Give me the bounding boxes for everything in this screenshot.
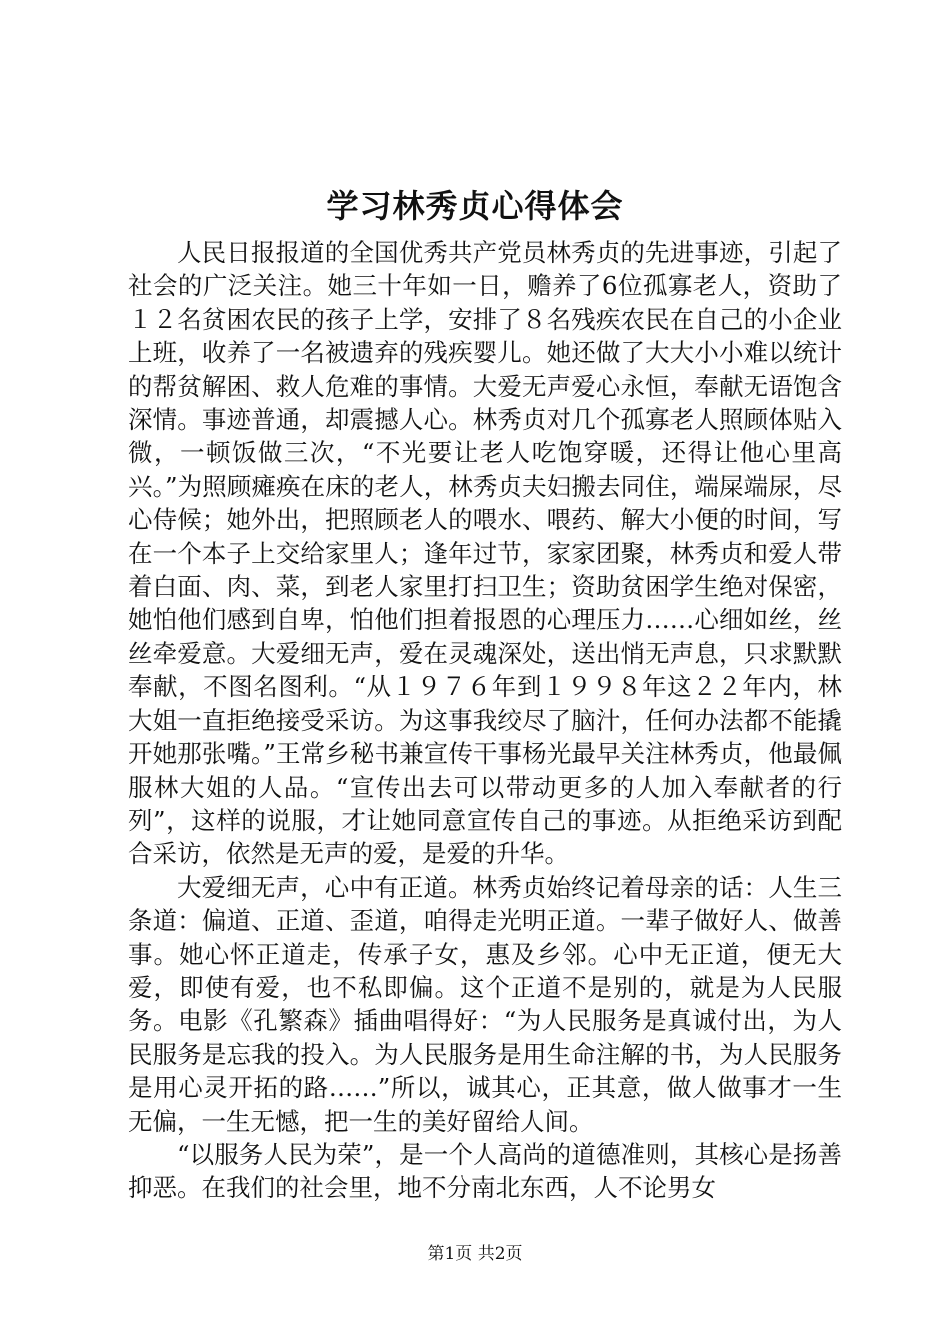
document-body [128,236,842,1205]
paragraph-1: 人民日报报道的全国优秀共产党员林秀贞的先进事迹，引起了社会的广泛关注。她三十年如一日，赡养了6位孤寡老人，资助了１２名贫困农民的孩子上学，安排了８名残疾农民在自己的小企业上班，收养了一名被遗弃的残疾婴儿。她还做了大大小小难以统计的帮贫解困、救人危难的事情。大爱无声爱心永恒，奉献无语饱含深情。事迹普通，却震撼人心。林秀贞对几个孤寡老人照顾体贴入微，一顿饭做三次，“不光要让老人吃饱穿暖，还得让他心里高兴。”为照顾瘫痪在床的老人，林秀贞夫妇搬去同住，端屎端尿，尽心侍候；她外出，把照顾老人的喂水、喂药、解大小便的时间，写在一个本子上交给家里人；逢年过节，家家团聚，林秀贞和爱人带着白面、肉、菜，到老人家里打扫卫生；资助贫困学生绝对保密，她怕他们感到自卑，怕他们担着报恩的心理压力……心细如丝，丝丝牵爱意。大爱细无声，爱在灵魂深处，送出悄无声息，只求默默奉献，不图名图利。“从１９７６年到１９９８年这２２年内，林大姐一直拒绝接受采访。为这事我绞尽了脑汁，任何办法都不能撬开她那张嘴。”王常乡秘书兼宣传干事杨光最早关注林秀贞，他最佩服林大姐的人品。“宣传出去可以带动更多的人加入奉献者的行列”，这样的说服，才让她同意宣传自己的事迹。从拒绝采访到配合采访，依然是无声的爱，是爱的升华。 [128,238,842,869]
document-title: 学习林秀贞心得体会 [326,187,624,225]
page-footer: 第1页 共2页 [427,1244,523,1264]
paragraph-3: “以服务人民为荣”，是一个人高尚的道德准则，其核心是扬善抑恶。在我们的社会里，地不分南北东西，人不论男女 [128,1139,842,1203]
paragraph-2: 大爱细无声，心中有正道。林秀贞始终记着母亲的话：人生三条道：偏道、正道、歪道，咱得走光明正道。一辈子做好人、做善事。她心怀正道走，传承子女，惠及乡邻。心中无正道，便无大爱，即使有爱，也不私即偏。这个正道不是别的，就是为人民服务。电影《孔繁森》插曲唱得好：“为人民服务是真诚付出，为人民服务是忘我的投入。为人民服务是用生命注解的书，为人民服务是用心灵开拓的路……”所以，诚其心，正其意，做人做事才一生无偏，一生无憾，把一生的美好留给人间。 [128,872,842,1136]
